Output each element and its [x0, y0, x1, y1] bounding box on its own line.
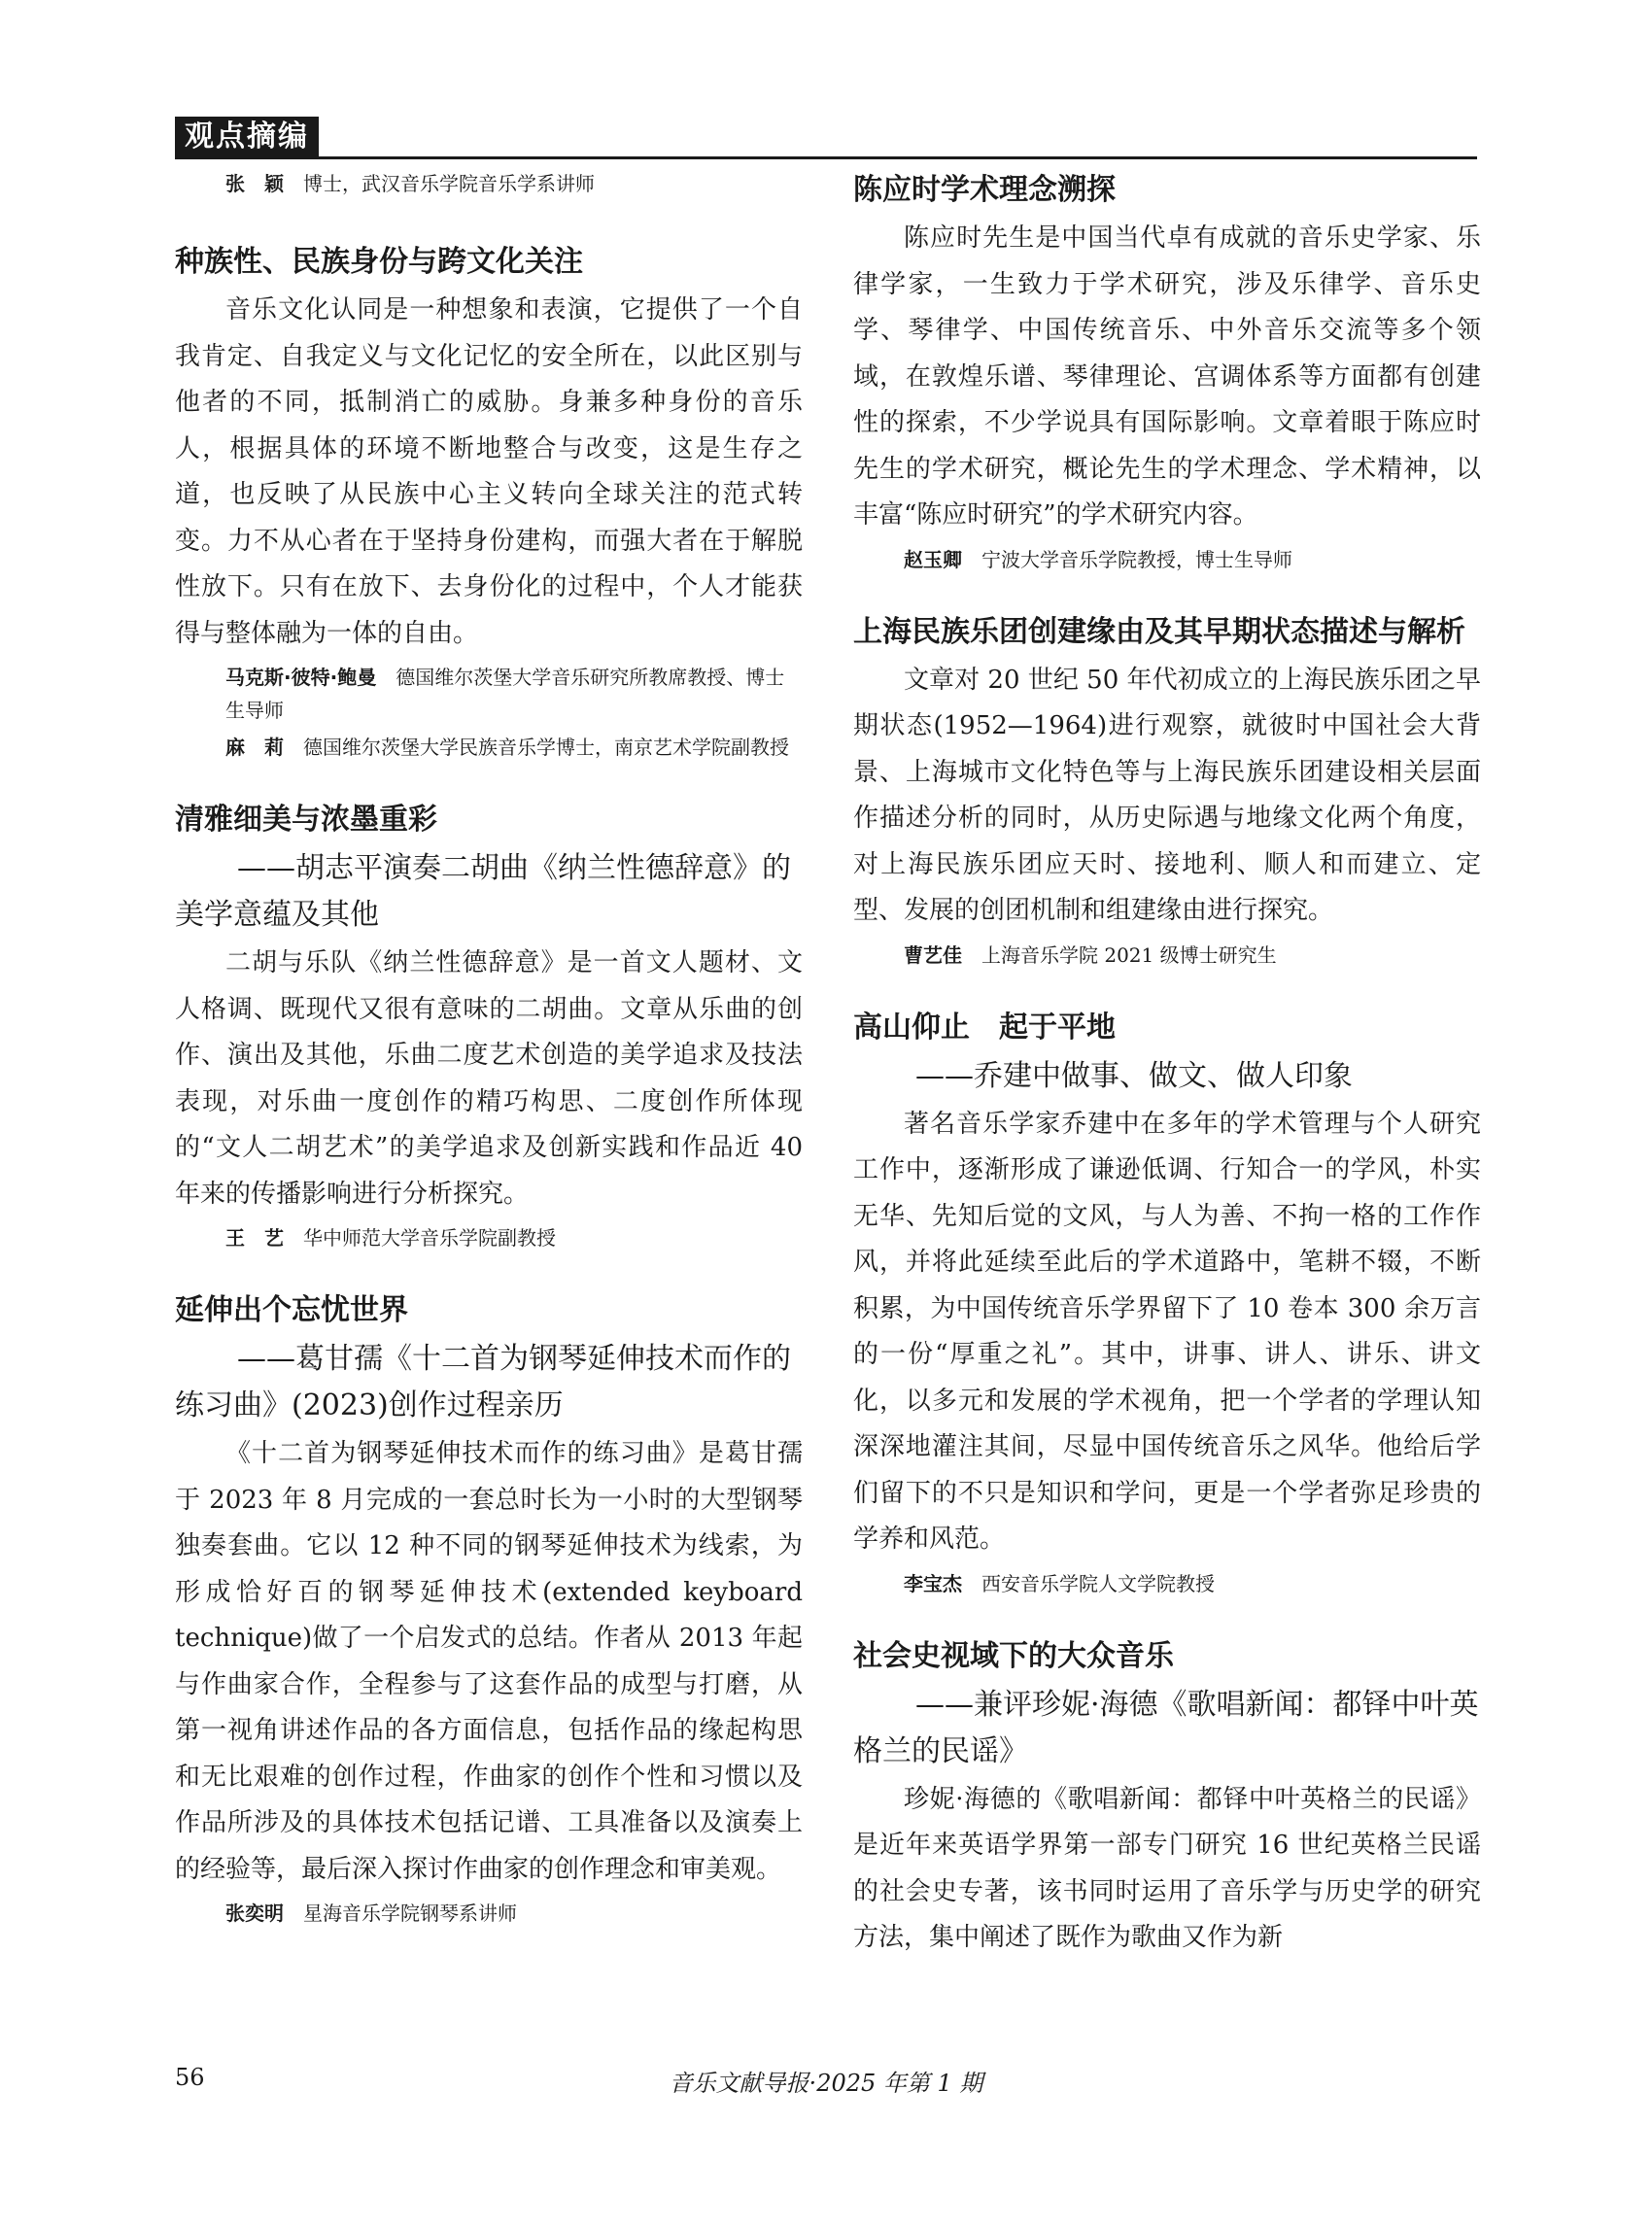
article-piano-etudes	[175, 1287, 803, 1930]
article-author	[175, 1221, 803, 1254]
header-rule	[175, 156, 1477, 159]
article-erhu	[175, 797, 803, 1254]
author-name: 赵玉卿	[904, 547, 962, 571]
article-author	[175, 731, 803, 764]
page-number: 56	[175, 2064, 205, 2091]
article-title: 延伸出个忘忧世界	[175, 1293, 408, 1327]
article-abstract: 文章对 20 世纪 50 年代初成立的上海民族乐团之早期状态(1952—1964)进行观察，就彼时中国社会大背景、上海城市文化特色等与上海民族乐团建设相关层面作描述分析的同时，从历史际遇与地缘文化两个角度，对上海民族乐团应天时、接地利、顺人和而建立、定型、发展的创团机制和组建缘由进行探究。	[853, 665, 1481, 925]
left-column	[175, 167, 803, 1963]
article-shanghai-orchestra	[853, 609, 1481, 972]
author-affiliation: 星海音乐学院钢琴系讲师	[303, 1902, 517, 1925]
article-abstract: 音乐文化认同是一种想象和表演，它提供了一个自我肯定、自我定义与文化记忆的安全所在，以此区别与他者的不同，抵制消亡的威胁。身兼多种身份的音乐人，根据具体的环境不断地整合与改变，这是生存之道，也反映了从民族中心主义转向全球关注的范式转变。力不从心者在于坚持身份建构，而强大者在于解脱性放下。只有在放下、去身份化的过程中，个人才能获得与整体融为一体的自由。	[175, 295, 803, 648]
article-subtitle: ——乔建中做事、做文、做人印象	[915, 1058, 1353, 1093]
article-title: 社会史视域下的大众音乐	[853, 1638, 1174, 1673]
top-author	[175, 167, 803, 200]
article-abstract: 陈应时先生是中国当代卓有成就的音乐史学家、乐律学家，一生致力于学术研究，涉及乐律学、音乐史学、琴律学、中国传统音乐、中外音乐交流等多个领域，在敦煌乐谱、琴律理论、宫调体系等方面都有创建性的探索，不少学说具有国际影响。文章着眼于陈应时先生的学术研究，概论先生的学术理念、学术精神，以丰富“陈应时研究”的学术研究内容。	[853, 223, 1481, 530]
author-affiliation: 宁波大学音乐学院教授，博士生导师	[981, 547, 1292, 571]
article-subtitle: ——胡志平演奏二胡曲《纳兰性德辞意》的美学意蕴及其他	[175, 851, 791, 932]
article-abstract: 《十二首为钢琴延伸技术而作的练习曲》是葛甘孺于 2023 年 8 月完成的一套总时长为一小时的大型钢琴独奏套曲。它以 12 种不同的钢琴延伸技术为线索，为形成恰好百的钢琴延伸技术(extended keyboard technique)做了一个启发式的总结。作者从 2013 年起与作曲家合作，全程参与了这套作品的成型与打磨，从第一视角讲述作品的各方面信息，包括作品的缘起构思和无比艰难的创作过程，作曲家的创作个性和习惯以及作品所涉及的具体技术包括记谱、工具准备以及演奏上的经验等，最后深入探讨作曲家的创作理念和审美观。	[175, 1439, 803, 1884]
article-author	[175, 1897, 803, 1930]
section-tag: 观点摘编	[175, 117, 319, 157]
article-ethnicity	[175, 239, 803, 764]
author-affiliation: 上海音乐学院 2021 级博士研究生	[981, 942, 1277, 967]
article-subtitle: ——葛甘孺《十二首为钢琴延伸技术而作的练习曲》(2023)创作过程亲历	[175, 1342, 791, 1422]
author-name: 张奕明	[225, 1902, 284, 1925]
article-author	[853, 543, 1481, 576]
journal-name: 音乐文献导报·2025 年第 1 期	[669, 2070, 983, 2097]
author-name: 王 艺	[225, 1226, 284, 1250]
page-footer	[175, 2064, 1477, 2103]
article-author	[853, 1567, 1481, 1600]
article-qiao-jianzhong	[853, 1005, 1481, 1600]
article-abstract: 二胡与乐队《纳兰性德辞意》是一首文人题材、文人格调、既现代又很有意味的二胡曲。文章从乐曲的创作、演出及其他，乐曲二度艺术创造的美学追求及技法表现，对乐曲一度创作的精巧构思、二度创作所体现的“文人二胡艺术”的美学追求及创新实践和作品近 40 年来的传播影响进行分析探究。	[175, 948, 803, 1209]
article-subtitle: ——兼评珍妮·海德《歌唱新闻：都铎中叶英格兰的民谣》	[853, 1687, 1479, 1768]
article-chen-yingshi	[853, 167, 1481, 576]
article-title: 种族性、民族身份与跨文化关注	[175, 245, 583, 279]
article-abstract: 著名音乐学家乔建中在多年的学术管理与个人研究工作中，逐渐形成了谦逊低调、行知合一的学风，朴实无华、先知后觉的文风，与人为善、不拘一格的工作作风，并将此延续至此后的学术道路中，笔耕不辍，不断积累，为中国传统音乐学界留下了 10 卷本 300 余万言的一份“厚重之礼”。其中，讲事、讲人、讲乐、讲文化，以多元和发展的学术视角，把一个学者的学理认知深深地灌注其间，尽显中国传统音乐之风华。他给后学们留下的不只是知识和学问，更是一个学者弥足珍贵的学养和风范。	[853, 1109, 1481, 1554]
author-affiliation: 德国维尔茨堡大学民族音乐学博士，南京艺术学院副教授	[303, 736, 789, 759]
article-title: 清雅细美与浓墨重彩	[175, 803, 437, 837]
article-author	[853, 939, 1481, 972]
author-name: 麻 莉	[225, 736, 284, 759]
author-name: 张 颖	[225, 172, 284, 195]
author-name: 曹艺佳	[904, 942, 962, 967]
right-column	[853, 167, 1481, 1995]
author-affiliation: 博士，武汉音乐学院音乐学系讲师	[303, 172, 595, 195]
article-title: 上海民族乐团创建缘由及其早期状态描述与解析	[853, 614, 1465, 649]
article-author	[175, 661, 803, 727]
author-affiliation: 德国维尔茨堡大学音乐研究所教席教授、博士生导师	[225, 666, 785, 722]
author-name: 马克斯·彼特·鲍曼	[225, 666, 377, 689]
article-title: 陈应时学术理念溯探	[853, 173, 1116, 207]
section-header	[175, 115, 1477, 159]
author-affiliation: 西安音乐学院人文学院教授	[981, 1571, 1215, 1595]
article-abstract: 珍妮·海德的《歌唱新闻：都铎中叶英格兰的民谣》是近年来英语学界第一部专门研究 16 世纪英格兰民谣的社会史专著，该书同时运用了音乐学与历史学的研究方法，集中阐述了既作为歌曲又作为新	[853, 1784, 1481, 1952]
article-title: 高山仰止 起于平地	[853, 1010, 1116, 1045]
article-popular-music	[853, 1633, 1481, 1962]
author-name: 李宝杰	[904, 1571, 962, 1595]
author-affiliation: 华中师范大学音乐学院副教授	[303, 1226, 556, 1250]
